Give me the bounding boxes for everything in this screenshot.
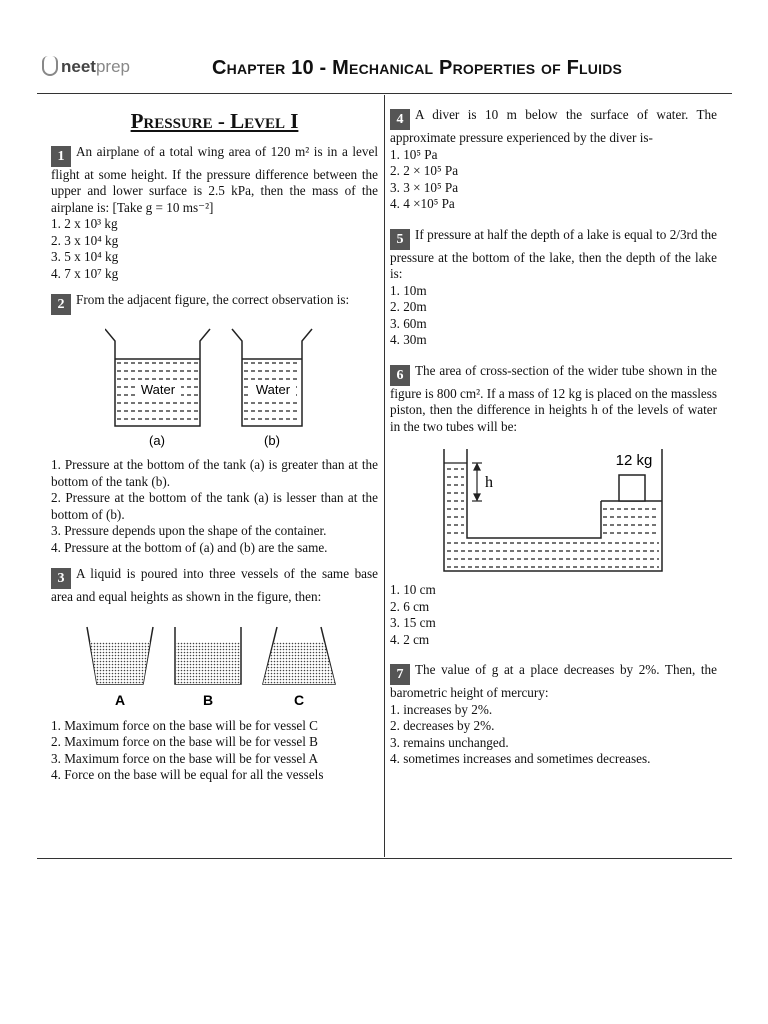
logo-subtext: prep: [95, 57, 130, 76]
water-label-a: Water: [140, 382, 175, 397]
question-6: [390, 363, 717, 649]
option: 3. 5 x 10⁴ kg: [51, 249, 119, 264]
question-text: The area of cross-section of the wider tube shown in the figure is 800 cm². If a mass of 12 kg is placed on the massless piston, then the difference in heights h of the levels of water in the two tubes will be:: [390, 362, 717, 434]
tank-a-label: (a): [148, 433, 165, 448]
option: 2. 6 cm: [390, 598, 430, 614]
tank-b-label: (b): [263, 433, 280, 448]
chapter-title: Chapter 10 - Mechanical Properties of Fluids: [212, 57, 623, 79]
column-divider: [384, 95, 385, 857]
option: 3. Maximum force on the base will be for vessel A: [51, 750, 318, 766]
u-tube-figure: [439, 441, 669, 576]
option: 1. 10 cm: [390, 582, 436, 597]
question-text: The value of g at a place decreases by 2%. Then, the barometric height of mercury:: [390, 662, 717, 700]
option: 4. sometimes increases and sometimes decreases.: [390, 751, 651, 766]
vessel-b-label: B: [202, 691, 213, 708]
question-7: [390, 662, 717, 768]
option: 2. 20m: [390, 299, 427, 314]
option: 1. 10m: [390, 282, 427, 298]
option: 1. Maximum force on the base will be for vessel C: [51, 717, 318, 733]
vessel-a-label: A: [114, 691, 125, 708]
question-2: [51, 292, 378, 556]
page-header: [37, 52, 732, 92]
tanks-figure: [105, 321, 325, 451]
mass-block: [619, 475, 645, 501]
question-1: [51, 144, 378, 283]
option: 4. Pressure at the bottom of (a) and (b) are the same.: [51, 539, 328, 555]
option: 1. 10⁵ Pa: [390, 146, 438, 162]
question-number: 6: [390, 365, 410, 386]
water-label-b: Water: [255, 382, 290, 397]
logo-text: neet: [61, 57, 96, 76]
right-column: [390, 107, 717, 778]
question-number: 7: [390, 664, 410, 685]
section-title: Pressure - Level I: [130, 109, 299, 133]
vessel-c-label: C: [293, 691, 304, 708]
option: 3. 15 cm: [390, 615, 436, 630]
question-5: [390, 227, 717, 349]
option: 2. Pressure at the bottom of the tank (a) is lesser than at the bottom of (b).: [51, 490, 378, 522]
option: 4. 7 x 10⁷ kg: [51, 265, 119, 281]
option: 3. 3 × 10⁵ Pa: [390, 179, 459, 195]
question-text: An airplane of a total wing area of 120 m² is in a level flight at some height. If the pressure difference between the upper and lower surface is 2.5 kPa, then the mass of the airplane is: [Take g = 10 ms⁻²]: [51, 143, 378, 215]
height-label: h: [484, 474, 493, 491]
question-number: 5: [390, 229, 410, 250]
option: 2. 2 × 10⁵ Pa: [390, 163, 459, 178]
option: 4. 30m: [390, 332, 427, 347]
vessel-b: [175, 627, 241, 684]
option: 2. Maximum force on the base will be for vessel B: [51, 734, 318, 749]
question-number: 3: [51, 568, 71, 589]
mass-label: 12 kg: [615, 452, 652, 469]
header-divider: [37, 93, 732, 94]
option: 3. remains unchanged.: [390, 734, 509, 750]
vessel-a: [87, 627, 153, 684]
question-text: If pressure at half the depth of a lake is equal to 2/3rd the pressure at the bottom of the lake, then the depth of the lake is:: [390, 226, 717, 281]
option: 1. 2 x 10³ kg: [51, 216, 118, 231]
option: 3. Pressure depends upon the shape of the container.: [51, 523, 327, 538]
option: 2. decreases by 2%.: [390, 718, 495, 733]
footer-divider: [37, 858, 732, 859]
option: 4. 2 cm: [390, 631, 430, 647]
question-number: 2: [51, 294, 71, 315]
question-text: A liquid is poured into three vessels of the same base area and equal heights as shown in the figure, then:: [51, 566, 378, 604]
option: 1. increases by 2%.: [390, 701, 493, 717]
question-text: A diver is 10 m below the surface of water. The approximate pressure experienced by the diver is-: [390, 107, 717, 145]
option: 2. 3 x 10⁴ kg: [51, 232, 119, 248]
question-4: [390, 107, 717, 213]
option: 1. Pressure at the bottom of the tank (a) is greater than at the bottom of the tank (b).: [51, 457, 378, 489]
question-number: 1: [51, 146, 71, 167]
question-text: From the adjacent figure, the correct observation is:: [76, 292, 350, 307]
vessel-c: [263, 627, 335, 684]
vessels-figure: [75, 612, 355, 712]
question-3: [51, 566, 378, 784]
stethoscope-icon: [42, 56, 58, 76]
neetprep-logo: [42, 56, 130, 77]
left-column: [51, 107, 378, 794]
option: 3. 60m: [390, 315, 427, 331]
option: 4. 4 ×10⁵ Pa: [390, 196, 455, 211]
option: 4. Force on the base will be equal for all the vessels: [51, 767, 324, 782]
question-number: 4: [390, 109, 410, 130]
